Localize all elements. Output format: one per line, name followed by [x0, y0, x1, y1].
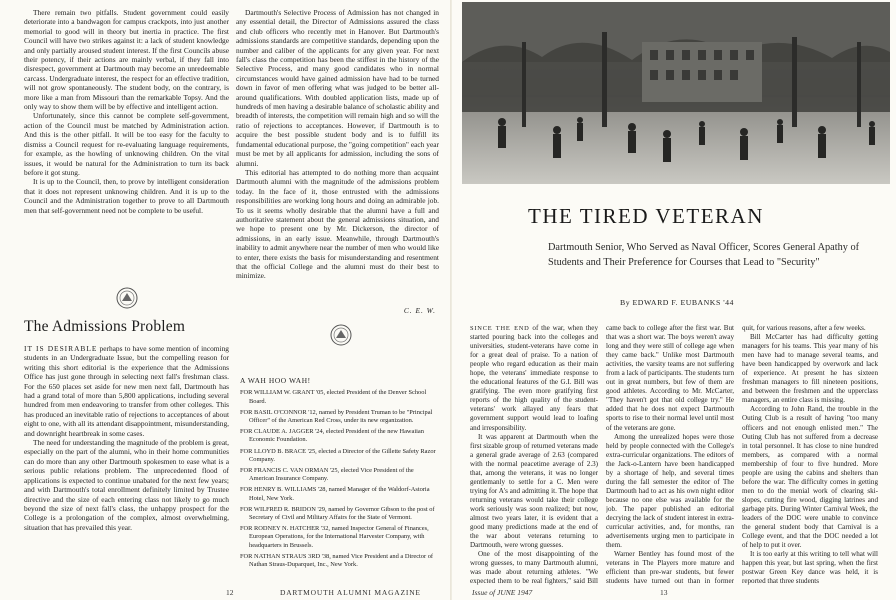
list-item: FOR FRANCIS C. VAN ORMAN '25, elected Vice President of the American Insurance Company.	[240, 467, 414, 483]
dartmouth-seal-icon	[116, 287, 138, 309]
paragraph-text: perhaps to have some mention of incoming students in an Undergraduate Issue, but the compelling reason for writing this short editorial is the experience that the Admissions Office has just gone through in selecting next fall's freshman class. For the 650 places set aside for new men next fall, Dartmouth has had a grand total of more than 5,800 applications, including several hundred from men endeavoring to transfer from other colleges. This has produced an inevitable ratio of rejections to acceptances of about eight to one, with all its attendant disappointment, misunderstanding, and downright heartbreak in some cases.	[24, 344, 229, 438]
list-item: FOR HENRY B. WILLIAMS '28, named Manager of the Waldorf-Astoria Hotel, New York.	[240, 486, 430, 502]
page-number: 12	[226, 588, 234, 597]
paragraph	[470, 324, 598, 433]
editorial-signature: C. E. W.	[403, 306, 436, 315]
paragraph: There remain two pitfalls. Student government could easily deteriorate into a bandwagon for campus crackpots, into just another memorial to good will in theory but inertia in practice. The first Council will have two strikes against it: a lack of student knowledge and only partially aroused student interest. If the first Councils abuse their potency, if their actions are mainly verbal, if they fall into disrespect, government at Dartmouth may become an unredeemable carcass. Undergraduate interest, the respect for an effective tradition, will not grow spontaneously. The student body, on the contrary, is more like a man from Missouri than the remarkable Topsy. And the only way to show them will be by effective and intelligent action.	[24, 8, 229, 112]
paragraph: One of the most disappointing of the wrong guesses, to many Dartmouth alumni, was made about returning athletes. "We expected them to be real fighters," said Bill	[470, 550, 598, 586]
list-item: FOR CLAUDE A. JAGGER '24, elected President of the new Hawaiian Economic Foundation.	[240, 428, 424, 444]
paragraph: This editorial has attempted to do nothing more than acquaint Dartmouth alumni with the magnitude of the admissions problem today. In the face of it, those entrusted with the admissions responsibilities are working long hours and doing an admirable job. To us it seems wholly desirable that the alumni have a full and authoritative statement about the general admissions situation, and we hope to present one by Mr. Dickerson, the director of admissions, in an early issue. Meanwhile, through Dartmouth's inability to admit anywhere near the number of men who would like to enter, there exists the basis for misunderstanding and resentment that the official College and the alumni must do their best to minimize.	[236, 167, 439, 281]
list-item: FOR LLOYD B. BRACE '25, elected a Director of the Gillette Safety Razor Company.	[240, 447, 436, 463]
campus-photo	[462, 2, 890, 184]
paragraph-text: of the war, when they started pouring back into the colleges and universities, student-veterans have come in for a great deal of praise. To a nation of people who regard education as their main hope, the veterans' immediate response to the educational features of the G.I. Bill was gratifying. The even more gratifying first reports of the high quality of the student-veterans' work allayed any fears that government support would lead to loafing and irresponsibility.	[470, 324, 598, 432]
wahoo-title: A WAH HOO WAH!	[240, 376, 311, 385]
article-col2	[606, 324, 734, 586]
list-item: FOR RODNEY N. HATCHER '32, named Inspector General of Finances, European Operations, for the International Harvester Company, with headquarters in Brussels.	[240, 525, 429, 549]
paragraph: It is too early at this writing to tell what will happen this year, but last spring, when the first postwar Green Key dance was held, it is reported that three students	[742, 550, 878, 586]
paragraph: quit, for various reasons, after a few weeks.	[742, 324, 866, 332]
wahoo-list	[240, 376, 440, 588]
paragraph: Among the unrealized hopes were those held by people connected with the College's extra-curricular organizations. The editors of the Jack-o-Lantern have been handicapped by a shortage of help, and several times during the fall semester the editor of The Dartmouth had to act as his own night editor because no one else was available for the job. The paper published an editorial decrying the lack of student interest in extra-curricular activities, and, for months, ran advertisements urging men to participate in them.	[606, 432, 734, 550]
list-item: FOR WILFRED R. BRIDON '29, named by Governor Gibson to the post of Secretary of Civil and Military Affairs for the State of Vermont.	[240, 505, 435, 522]
paragraph: came back to college after the first war. But that was a short war. The boys weren't away long and they were still of college age when they came back." Unlike most Dartmouth activities, the varsity teams are not suffering from a lack of participants. The students turn out in great numbers, but few of them are good athletes. According to Mr. McCarter, "They haven't got that old college try." He added that he does not expect Dartmouth sports to rise to their normal level until most of the veterans are gone.	[606, 324, 734, 432]
article-title: THE TIRED VETERAN	[528, 204, 764, 228]
article-col3	[742, 324, 878, 586]
drop-cap: IT IS DESIRABLE	[24, 344, 98, 353]
left-col1-top	[24, 8, 229, 268]
page-number: 13	[660, 588, 668, 597]
list-item: FOR NATHAN STRAUS 3RD '38, named Vice President and a Director of Nathan Straus-Duparquet, Inc., New York.	[240, 552, 434, 569]
paragraph: Warner Bentley has found most of the veterans in The Players more mature and efficient than pre-war students, but fewer students have turned out than in former	[606, 550, 734, 586]
issue-footer: Issue of JUNE 1947	[472, 588, 533, 597]
left-col2-top	[236, 8, 439, 302]
dartmouth-seal-icon	[330, 324, 352, 346]
paragraph: It was apparent at Dartmouth when the first sizable group of returned veterans made a general grade average of 2.63 (compared with the normal peacetime average of 2.3) that, among the veterans, it was no longer gentlemanly to settle for a C. Men were trying for A's and admitting it. The hope that returning veterans would take their college work seriously was soon realized; but now, almost two years later, it is evident that a good many predictions made at the end of the war about veterans returning to Dartmouth, were wrong guesses.	[470, 432, 598, 550]
magazine-footer-title: DARTMOUTH ALUMNI MAGAZINE	[280, 588, 421, 597]
list-item: FOR BASIL O'CONNOR '12, named by President Truman to be "Principal Officer" of the American Red Cross, under its new organization.	[240, 408, 433, 425]
paragraph: It is up to the Council, then, to prove by intelligent consideration that it does not represent unknowing children. And it is up to the Council and the Administration together to prove to all Dartmouth men that self-government need not be complete to be useful.	[24, 177, 229, 215]
admissions-column	[24, 344, 229, 586]
paragraph: Unfortunately, since this cannot be complete self-government, action of the Council must be matched by Administration action. And this is the other pitfall. It will be too easy for the faculty to dismiss a Council request for re-evaluating language requirements, for example, as the howling of unknowing children. On the vital issues, it would be natural for the Administration to turn its back before it got stung.	[24, 111, 229, 177]
paragraph: Bill McCarter has had difficulty getting managers for his teams. This year many of his men have had to manage several teams, and have been handicapped by overwork and lack of experience. At present he has sixteen freshman managers to fill nineteen positions, and between the freshmen and the upperclass managers, an entire class is missing.	[742, 333, 878, 405]
article-col1	[470, 324, 598, 586]
paragraph	[24, 344, 229, 438]
paragraph: Dartmouth's Selective Process of Admission has not changed in any essential detail, the Director of Admissions assured the class and club officers who recently met in Hanover. But Dartmouth's admissions standards are competitive standards, depending upon the number and caliber of the applicants for any given year. For next fall's class the competition has been the stiffest in the history of the Selective Process, and many good candidates who in normal circumstances would have gained admission have had to be turned down in favor of men offering what was judged to be better all-around qualifications. With doubled application lists, made up of hundreds of men having a desirable balance of scholastic ability and breadth of interests, the competition will remain high and so will the ratio of rejections to acceptances. However, if Dartmouth is to acquire the best possible student body and is to fulfill its fundamental educational purpose, the "going competition" each year must be met by all applicants for admission, including the sons of alumni.	[236, 8, 439, 168]
article-subtitle: Dartmouth Senior, Who Served as Naval Officer, Scores General Apathy of Students and Their Preference for Courses that Lead to "Security"	[548, 242, 860, 268]
section-title: The Admissions Problem	[24, 318, 186, 335]
article-byline: By EDWARD F. EUBANKS '44	[620, 298, 734, 307]
paragraph: According to John Rand, the trouble in the Outing Club is a result of having "too many officers and not enough enlisted men." The Outing Club has not suffered from a decrease in total personnel. It has close to nine hundred members, as compared with a normal membership of four to five hundred. More people are using the cabins and shelters than before the war. The difficulty comes in getting men to do the menial work of clearing ski-slopes, cutting fire wood, digging latrines and garbage pits. During Winter Carnival Week, the leaders of the DOC were unable to convince the general student body that Carnival is a College event, and that the DOC needed a lot of help to put it over.	[742, 405, 878, 550]
paragraph: The need for understanding the magnitude of the problem is great, especially on the part of the alumni, who in their home communities can do more than any other Dartmouth spokesmen to ease what is a serious public relations problem. The unprecedented flood of applications is expected to continue unabated for the next few years; and with Dartmouth's total enrollment definitely limited by Trustee directive and the size of each entering class not likely to go much beyond the size of next fall's class, the unhappy prospect for the College is a prolongation of the complex, almost overwhelming, situation that has prevailed this year.	[24, 438, 229, 532]
drop-cap: SINCE THE END	[470, 325, 530, 332]
list-item: FOR WILLIAM W. GRANT '05, elected President of the Denver School Board.	[240, 389, 427, 405]
